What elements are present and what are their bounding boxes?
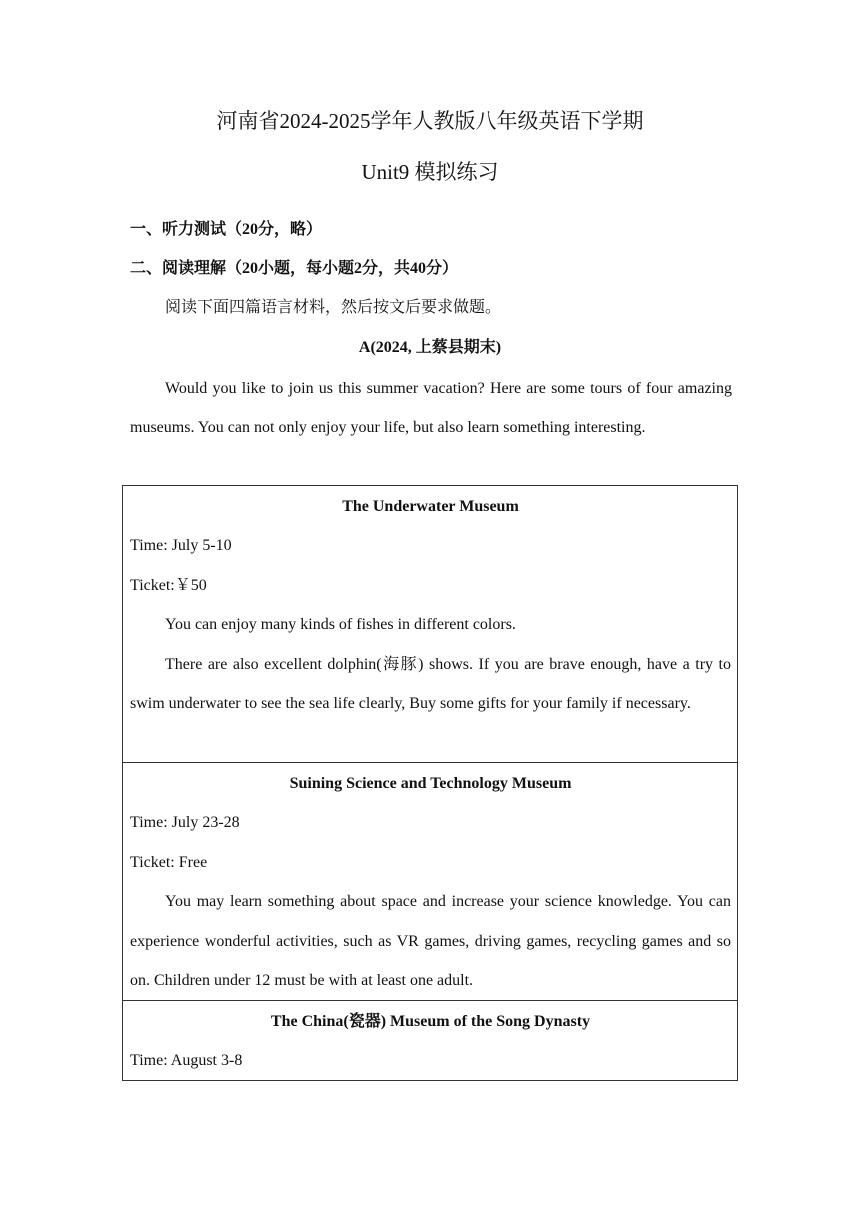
museum-description: You may learn something about space and increase your science knowledge. You can experience wonderful activities, such as VR games, driving games, recycling games and so on. Children under 12 must be with at least one adult. bbox=[130, 893, 731, 990]
museum-time: Time: August 3-8 bbox=[130, 1052, 243, 1070]
reading-instruction: 阅读下面四篇语言材料，然后按文后要求做题。 bbox=[165, 299, 502, 316]
museum-description: You can enjoy many kinds of fishes in different colors. bbox=[165, 616, 516, 634]
museum-table bbox=[122, 485, 738, 1081]
museum-ticket: Ticket:￥50 bbox=[130, 576, 207, 594]
museum-cell-science bbox=[123, 763, 737, 1001]
section-heading-reading: 二、阅读理解（20小题，每小题2分，共40分） bbox=[130, 260, 459, 277]
museum-time: Time: July 5-10 bbox=[130, 537, 232, 555]
museum-time: Time: July 23-28 bbox=[130, 814, 240, 832]
passage-source-label: A(2024, 上蔡县期末) bbox=[358, 339, 502, 356]
museum-name: The Underwater Museum bbox=[342, 498, 519, 515]
museum-description: There are also excellent dolphin(海豚) shows. If you are brave enough, have a try to swim underwater to see the sea life clearly, Buy some gifts for your family if necessary. bbox=[130, 655, 731, 713]
passage-intro: Would you like to join us this summer vacation? Here are some tours of four amazing museums. You can not only enjoy your life, but also learn something interesting. bbox=[130, 380, 732, 437]
museum-ticket: Ticket: Free bbox=[130, 853, 208, 871]
museum-cell-underwater bbox=[123, 486, 737, 763]
section-heading-listening: 一、听力测试（20分，略） bbox=[130, 221, 323, 238]
museum-cell-china bbox=[123, 1001, 737, 1080]
museum-name: The China(瓷器) Museum of the Song Dynasty bbox=[270, 1013, 591, 1030]
document-subtitle: Unit9 模拟练习 bbox=[361, 160, 499, 184]
document-title: 河南省2024-2025学年人教版八年级英语下学期 bbox=[216, 109, 644, 133]
museum-name: Suining Science and Technology Museum bbox=[289, 775, 572, 792]
